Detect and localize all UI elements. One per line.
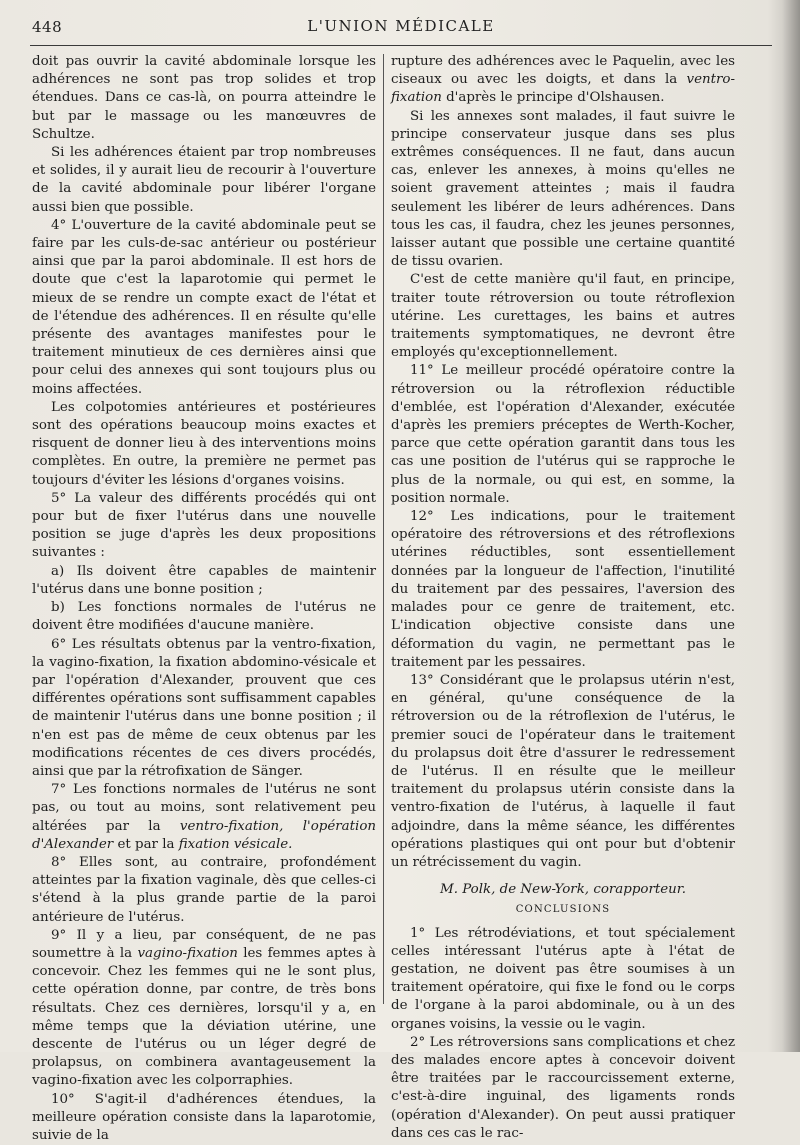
text-run: d'après le principe d'Olshausen. (441, 90, 665, 106)
author-signature: M. Polk, de New-York, corapporteur. (439, 882, 686, 898)
text-run: 7° Les fonctions normales de l'utérus ne sont pas, ou tout au moins, sont relativement peu altérées par la (32, 782, 376, 834)
paragraph: 5° La valeur des différents procédés qui ont pour but de fixer l'utérus dans une nouvelle position se juge d'après les deux propositions suivantes : (32, 490, 376, 561)
section-heading: CONCLUSIONS (515, 904, 611, 916)
paragraph: b) Les fonctions normales de l'utérus ne doivent être modifiées d'aucune manière. (32, 600, 376, 634)
italic-text: ventro-fixation, l'opération d'Alexander (32, 818, 377, 852)
paragraph (391, 53, 735, 108)
italic-text: ventro-fixation (391, 72, 735, 106)
right-column (391, 53, 735, 1143)
journal-title: L'UNION MÉDICALE (307, 17, 495, 35)
page-edge-shadow (782, 0, 800, 1052)
text-run: 9° Il y a lieu, par conséquent, de ne pas soumettre à la (32, 927, 376, 961)
paragraph: 10° S'agit-il d'adhérences étendues, la meilleure opération consiste dans la laparotomie, suivie de la (32, 1091, 376, 1143)
paragraph: 11° Le meilleur procédé opératoire contre la rétroversion ou la rétroflexion réductible d'emblée, est l'opération d'Alexander, exécutée d'après les premiers préceptes de Werth-Kocher, parce que cette opération garantit dans tous les cas une position de l'utérus qui se rapproche le plus de la normale, ou qui est, en somme, la position normale. (391, 363, 735, 506)
paragraph: 1° Les rétrodéviations, et tout spécialement celles intéressant l'utérus apte à l'état de gestation, ne doivent pas être soumises à un traitement opératoire, qui fixe le fond ou le corps de l'organe à la paroi abdominale, ou à un des organes voisins, la vessie ou le vagin. (391, 925, 735, 1032)
text-run: rupture des adhérences avec le Paquelin, avec les ciseaux ou avec les doigts, et dans la (391, 54, 735, 88)
italic-text: vagino-fixation (137, 945, 238, 961)
page-number: 448 (32, 18, 63, 36)
paragraph: 13° Considérant que le prolapsus utérin n'est, en général, qu'une conséquence de la rétroversion ou de la rétroflexion de l'utérus, le premier souci de l'opérateur dans le traitement du prolapsus doit être d'assurer le redressement de l'utérus. Il en résulte que le meilleur traitement du prolapsus utérin consiste dans la ventro-fixation de l'utérus, à laquelle il faut adjoindre, dans la même séance, les différentes opérations plastiques qui ont pour but d'obtenir un rétrécissement du vagin. (391, 672, 735, 870)
column-divider (383, 54, 384, 1004)
text-run: les femmes aptes à concevoir. Chez les femmes qui ne le sont plus, cette opération donne, par contre, de très bons résultats. Chez ces dernières, lorsqu'il y a, en même temps que la déviation utérine, une descente de l'utérus ou un léger degré de prolapsus, on combinera avantageusement la vagino-fixation avec les colporraphies. (32, 945, 376, 1089)
paragraph: C'est de cette manière qu'il faut, en principe, traiter toute rétroversion ou toute rétroflexion utérine. Les curettages, les bains et autres traitements symptomatiques, ne devront être employés qu'exceptionnellement. (391, 272, 735, 361)
paragraph: 6° Les résultats obtenus par la ventro-fixation, la vagino-fixation, la fixation abdomino-vésicale et par l'opération d'Alexander, prouvent que ces différentes opérations sont suffisamment capables de maintenir l'utérus dans une bonne position ; il n'en est pas de même de ceux obtenus par les modifications récentes de ces divers procédés, ainsi que par la rétrofixation de Sänger. (32, 636, 376, 779)
paragraph: doit pas ouvrir la cavité abdominale lorsque les adhérences ne sont pas trop solides et trop étendues. Dans ce cas-là, on pourra atteindre le but par le massage ou les manœuvres de Schultze. (32, 54, 376, 142)
left-column (32, 53, 376, 1145)
paragraph: Les colpotomies antérieures et postérieures sont des opérations beaucoup moins exactes et risquent de donner lieu à des interventions moins complètes. En outre, la première ne permet pas toujours d'éviter les lésions d'organes voisins. (32, 399, 376, 488)
italic-text: fixation vésicale. (178, 836, 293, 852)
paragraph: 2° Les rétroversions sans complications et chez des malades encore aptes à concevoir doivent être traitées par le raccourcissement externe, c'est-à-dire inguinal, des ligaments ronds (opération d'Alexander). On peut aussi pratiquer dans ces cas le rac- (391, 1034, 735, 1141)
paragraph (32, 927, 376, 1091)
paragraph: Si les adhérences étaient par trop nombreuses et solides, il y aurait lieu de recourir à l'ouverture de la cavité abdominale pour libérer l'organe aussi bien que possible. (32, 145, 376, 215)
paragraph: 4° L'ouverture de la cavité abdominale peut se faire par les culs-de-sac antérieur ou postérieur ainsi que par la paroi abdominale. Il est hors de doute que c'est la laparotomie qui permet le mieux de se rendre un compte exact de l'état et de l'étendue des adhérences. Il en résulte qu'elle présente des avantages manifestes pour le traitement minutieux de ces dernières ainsi que pour celui des annexes qui sont toujours plus ou moins affectées. (32, 217, 376, 397)
paragraph: 8° Elles sont, au contraire, profondément atteintes par la fixation vaginale, dès que celles-ci s'étend à la plus grande partie de la paroi antérieure de l'utérus. (32, 854, 376, 925)
paragraph (32, 781, 376, 854)
paragraph: 12° Les indications, pour le traitement opératoire des rétroversions et des rétroflexions utérines réductibles, sont essentiellement données par la longueur de l'affection, l'inutilité du traitement par des pessaires, l'aversion des malades pour ce genre de traitement, etc. L'indication objective consiste dans une déformation du vagin, ne permettant pas le traitement par les pessaires. (391, 509, 735, 670)
page-header (30, 14, 772, 38)
text-run: et par la (113, 836, 179, 852)
header-rule (30, 45, 772, 46)
paragraph: a) Ils doivent être capables de maintenir l'utérus dans une bonne position ; (32, 563, 376, 597)
paragraph: Si les annexes sont malades, il faut suivre le principe conservateur jusque dans ses plus extrêmes conséquences. Il ne faut, dans aucun cas, enlever les annexes, à moins qu'elles ne soient gravement atteintes ; mais il faudra seulement les libérer de leurs adhérences. Dans tous les cas, il faudra, chez les jeunes personnes, laisser autant que possible une certaine quantité de tissu ovarien. (391, 108, 735, 270)
